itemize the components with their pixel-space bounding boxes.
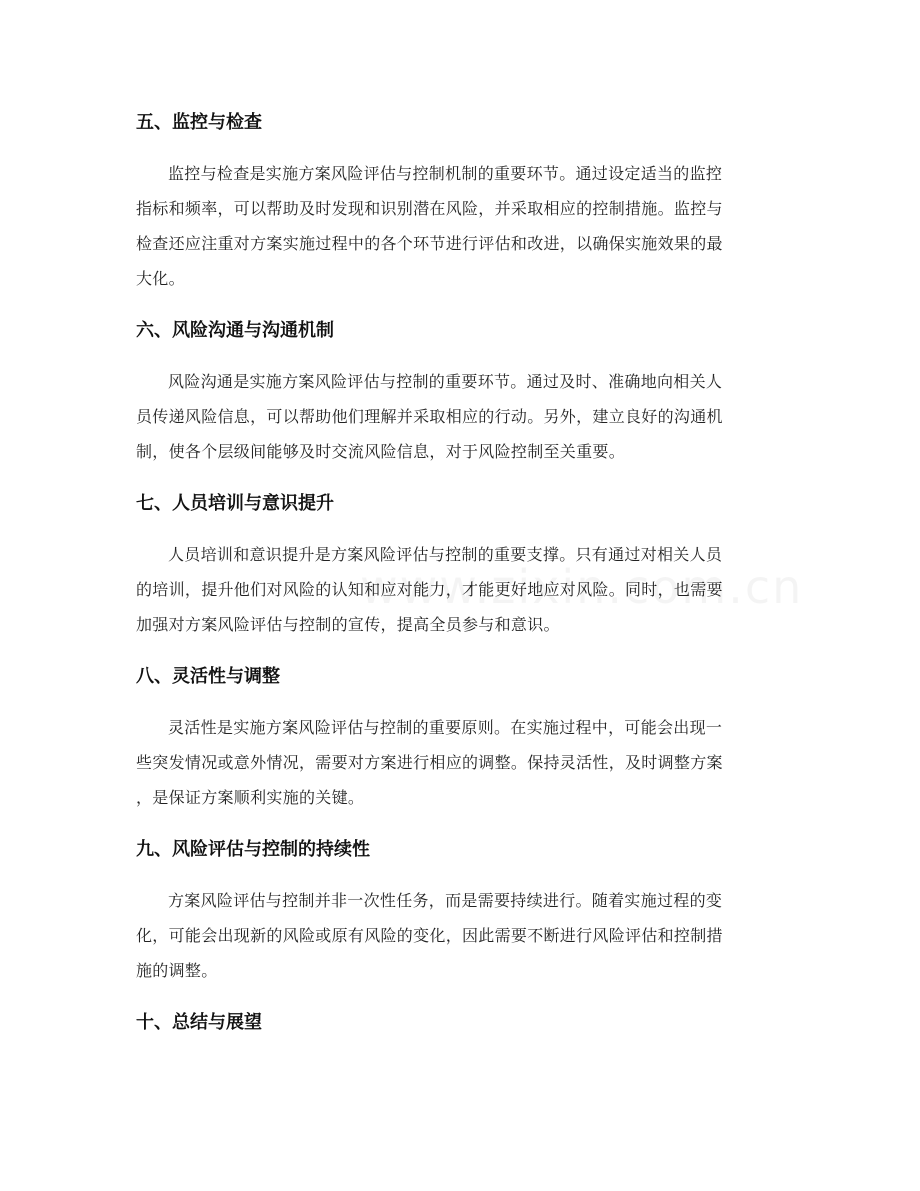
- section-heading-10: 十、总结与展望: [136, 1012, 262, 1033]
- paragraph-line: 人员培训和意识提升是方案风险评估与控制的重要支撑。只有通过对相关人员: [168, 545, 723, 564]
- section-heading-5: 五、监控与检查: [136, 112, 262, 133]
- paragraph-line: 施的调整。: [136, 961, 218, 980]
- paragraph-line: 些突发情况或意外情况，需要对方案进行相应的调整。保持灵活性，及时调整方案: [136, 753, 723, 772]
- paragraph-line: 指标和频率，可以帮助及时发现和识别潜在风险，并采取相应的控制措施。监控与: [136, 199, 723, 218]
- paragraph-line: 的培训，提升他们对风险的认知和应对能力，才能更好地应对风险。同时，也需要: [136, 580, 723, 599]
- paragraph-line: 灵活性是实施方案风险评估与控制的重要原则。在实施过程中，可能会出现一: [168, 718, 723, 737]
- paragraph-line: 方案风险评估与控制并非一次性任务，而是需要持续进行。随着实施过程的变: [168, 891, 723, 910]
- paragraph-line: 化，可能会出现新的风险或原有风险的变化，因此需要不断进行风险评估和控制措: [136, 926, 723, 945]
- section-heading-8: 八、灵活性与调整: [136, 666, 280, 687]
- paragraph-line: 员传递风险信息，可以帮助他们理解并采取相应的行动。另外，建立良好的沟通机: [136, 407, 723, 426]
- paragraph-line: 制，使各个层级间能够及时交流风险信息，对于风险控制至关重要。: [136, 442, 626, 461]
- paragraph-line: 检查还应注重对方案实施过程中的各个环节进行评估和改进，以确保实施效果的最: [136, 234, 723, 253]
- paragraph-line: 加强对方案风险评估与控制的宣传，提高全员参与和意识。: [136, 615, 560, 634]
- paragraph-line: 监控与检查是实施方案风险评估与控制机制的重要环节。通过设定适当的监控: [168, 164, 723, 183]
- section-heading-7: 七、人员培训与意识提升: [136, 493, 334, 514]
- paragraph-line: 风险沟通是实施方案风险评估与控制的重要环节。通过及时、准确地向相关人: [168, 372, 723, 391]
- section-heading-9: 九、风险评估与控制的持续性: [136, 839, 370, 860]
- paragraph-line: 大化。: [136, 269, 185, 288]
- section-heading-6: 六、风险沟通与沟通机制: [136, 320, 334, 341]
- paragraph-line: ，是保证方案顺利实施的关键。: [136, 788, 365, 807]
